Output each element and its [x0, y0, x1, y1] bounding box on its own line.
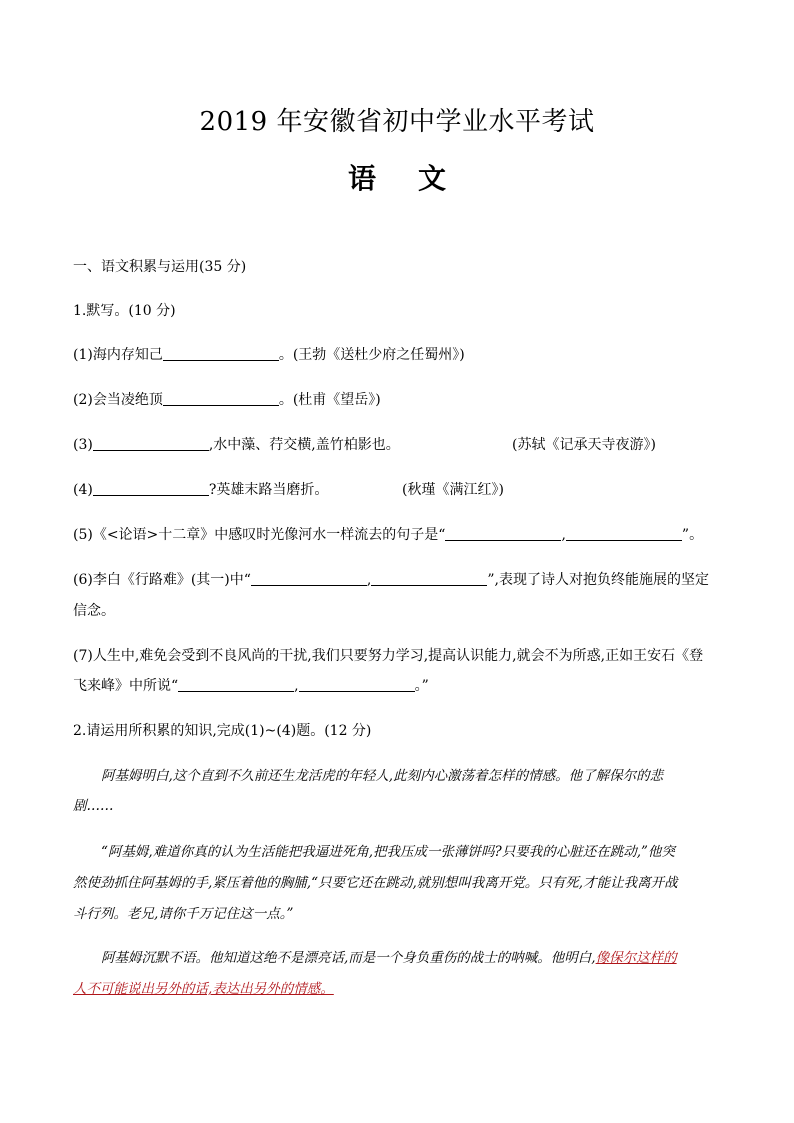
- question-1-item-3: (3) ,水中藻、荇交横,盖竹柏影也。: [73, 437, 400, 453]
- passage-p3-line-1: 阿基姆沉默不语。他知道这绝不是漂亮话,而是一个身负重伤的战士的呐喊。他明白,像保尔这样的: [101, 950, 677, 966]
- answer-blank[interactable]: [93, 436, 209, 451]
- answer-blank[interactable]: [163, 346, 279, 361]
- passage-p2-line-1: “阿基姆,难道你真的认为生活能把我逼进死角,把我压成一张薄饼吗?只要我的心脏还在跳动,”他突: [101, 844, 675, 860]
- passage-p3-line-2: [73, 980, 334, 998]
- subject-char-1: 语: [347, 162, 376, 195]
- underlined-sentence: 人不可能说出另外的话,表达出另外的情感。: [73, 981, 334, 997]
- answer-blank[interactable]: [163, 391, 279, 406]
- answer-blank[interactable]: [445, 526, 561, 541]
- answer-blank[interactable]: [93, 481, 209, 496]
- page-title: 2019 年安徽省初中学业水平考试: [199, 107, 595, 137]
- answer-blank[interactable]: [371, 571, 487, 586]
- question-1-stem: 1.默写。(10 分): [73, 303, 176, 319]
- question-1-item-1: (1)海内存知己 。(王勃《送杜少府之任蜀州》): [73, 347, 465, 363]
- passage-p1-line-2: 剧……: [73, 798, 114, 814]
- question-1-item-4-source: (秋瑾《满江红》): [402, 482, 504, 498]
- passage-p1-line-1: 阿基姆明白,这个直到不久前还生龙活虎的年轻人,此刻内心激荡着怎样的情感。他了解保尔的悲: [101, 768, 664, 784]
- question-1-item-5: (5)《<论语>十二章》中感叹时光像河水一样流去的句子是“ , ”。: [73, 527, 704, 543]
- subject-heading: [0, 157, 794, 197]
- passage-p2-line-2: 然使劲抓住阿基姆的手,紧压着他的胸脯,“只要它还在跳动,就别想叫我离开党。只有死,才能让我离开战: [73, 875, 678, 891]
- question-1-item-3-source: (苏轼《记承天寺夜游》): [512, 437, 656, 453]
- question-1-item-2: (2)会当凌绝顶 。(杜甫《望岳》): [73, 392, 381, 408]
- question-1-item-7-line-2: 飞来峰》中所说“ , 。”: [73, 678, 429, 694]
- question-2-stem: 2.请运用所积累的知识,完成(1)~(4)题。(12 分): [73, 723, 372, 739]
- question-1-item-6-cont: 信念。: [73, 603, 115, 619]
- answer-blank[interactable]: [299, 677, 415, 692]
- subject-char-2: 文: [418, 162, 447, 195]
- question-1-item-6: (6)李白《行路难》(其一)中“ , ”,表现了诗人对抱负终能施展的坚定: [73, 572, 709, 588]
- underlined-sentence: 像保尔这样的: [595, 950, 677, 966]
- section-heading: 一、语文积累与运用(35 分): [73, 259, 247, 275]
- question-1-item-7-line-1: (7)人生中,难免会受到不良风尚的干扰,我们只要努力学习,提高认识能力,就会不为所惑,正如王安石《登: [73, 648, 704, 664]
- answer-blank[interactable]: [566, 526, 682, 541]
- answer-blank[interactable]: [178, 677, 294, 692]
- answer-blank[interactable]: [251, 571, 367, 586]
- passage-p2-line-3: 斗行列。老兄,请你千万记住这一点。”: [73, 906, 294, 922]
- question-1-item-4: (4) ?英雄末路当磨折。: [73, 482, 329, 498]
